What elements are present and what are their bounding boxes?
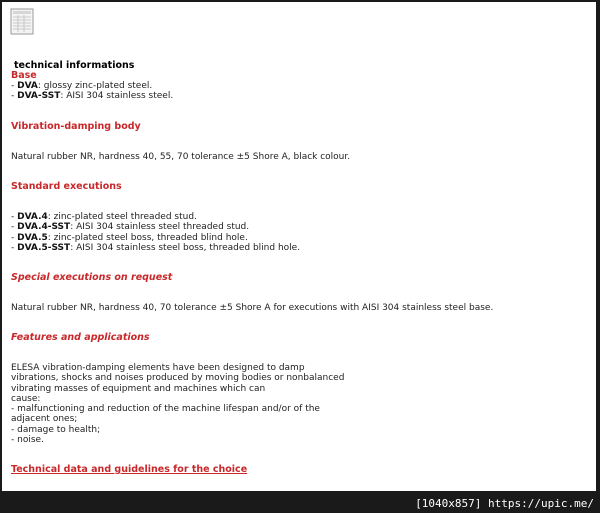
features-heading: Features and applications — [11, 332, 150, 343]
list-item: - DVA.4: zinc-plated steel threaded stud. — [11, 212, 197, 222]
features-line: vibrations, shocks and noises produced by moving bodies or nonbalanced — [11, 373, 345, 384]
item-code: DVA-SST — [17, 91, 61, 102]
features-line: vibrating masses of equipment and machines which can — [11, 383, 266, 394]
document-title: technical informations — [14, 60, 135, 71]
base-heading: Base — [11, 70, 37, 81]
item-code: DVA.5 — [17, 232, 48, 243]
list-item: - DVA.4-SST: AISI 304 stainless steel threaded stud. — [11, 222, 250, 233]
item-code: DVA.4 — [17, 212, 48, 222]
item-text: : zinc-plated steel threaded stud. — [47, 212, 197, 222]
item-code: DVA — [17, 81, 38, 91]
vibration-body-heading: Vibration-damping body — [11, 121, 141, 132]
technical-data-link[interactable]: Technical data and guidelines for the choice — [11, 464, 248, 475]
document-page — [2, 2, 596, 491]
features-line: - malfunctioning and reduction of the machine lifespan and/or of the — [11, 404, 320, 415]
features-line: - noise. — [11, 435, 44, 446]
features-line: - damage to health; — [11, 424, 101, 435]
list-item: - DVA.5-SST: AISI 304 stainless steel boss, threaded blind hole. — [11, 242, 301, 253]
special-executions-text: Natural rubber NR, hardness 40, 70 tolerance ±5 Shore A for executions with AISI 304 stainless steel base. — [11, 303, 494, 313]
special-executions-heading: Special executions on request — [11, 272, 173, 283]
spreadsheet-document-icon — [10, 8, 36, 36]
features-line: adjacent ones; — [11, 414, 78, 425]
item-text: : AISI 304 stainless steel boss, threaded blind hole. — [70, 242, 301, 253]
list-item: - DVA.5: zinc-plated steel boss, threaded blind hole. — [11, 232, 248, 243]
item-code: DVA.4-SST — [17, 222, 71, 233]
item-text: : zinc-plated steel boss, threaded blind hole. — [47, 232, 248, 243]
list-item: - DVA: glossy zinc-plated steel. — [11, 81, 153, 91]
base-list — [11, 81, 173, 102]
item-text: : AISI 304 stainless steel threaded stud. — [70, 222, 250, 233]
standard-executions-list — [11, 212, 300, 253]
item-code: DVA.5-SST — [17, 242, 71, 253]
features-text — [11, 363, 371, 445]
features-line: cause: — [11, 393, 41, 404]
image-caption: [1040x857] https://upic.me/ — [415, 497, 594, 510]
features-line: ELESA vibration-damping elements have been designed to damp — [11, 363, 305, 373]
standard-executions-heading: Standard executions — [11, 181, 122, 192]
item-text: : AISI 304 stainless steel. — [60, 91, 174, 102]
item-text: : glossy zinc-plated steel. — [37, 81, 153, 91]
list-item: - DVA-SST: AISI 304 stainless steel. — [11, 91, 174, 102]
vibration-body-text: Natural rubber NR, hardness 40, 55, 70 tolerance ±5 Shore A, black colour. — [11, 152, 351, 162]
